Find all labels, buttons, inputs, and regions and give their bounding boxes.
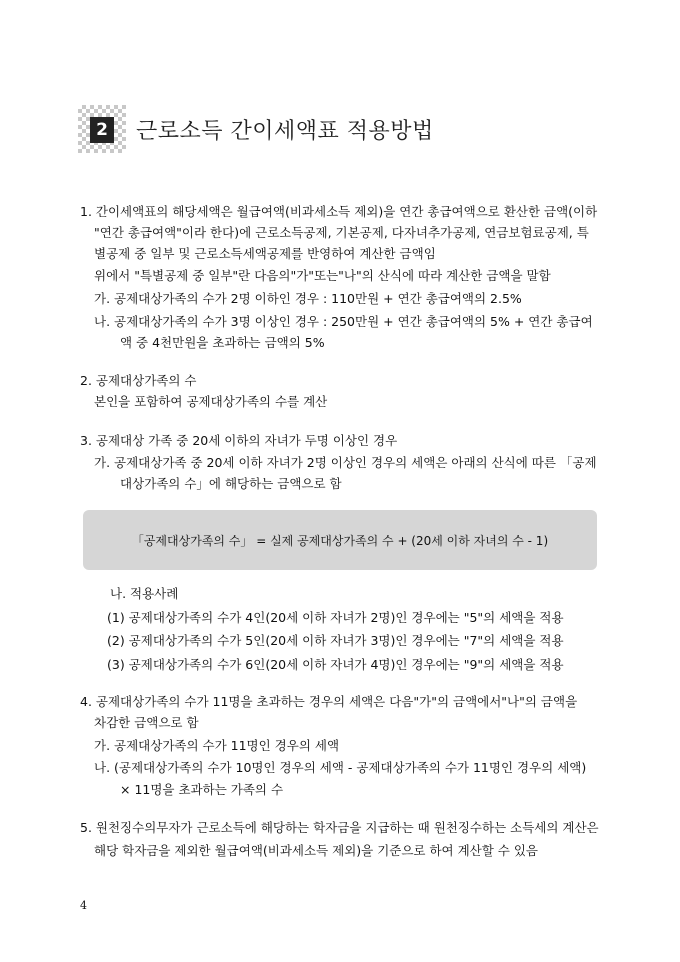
- item3-example-2: (2) 공제대상가족의 수가 5인(20세 이하 자녀가 3명)인 경우에는 "7"의 세액을 적용: [107, 633, 564, 648]
- item3-ga-line2: 대상가족의 수」에 해당하는 금액으로 함: [120, 476, 342, 491]
- item1-na-line2: 액 중 4천만원을 초과하는 금액의 5%: [120, 335, 325, 350]
- item3-example-1: (1) 공제대상가족의 수가 4인(20세 이하 자녀가 2명)인 경우에는 "5"의 세액을 적용: [107, 610, 564, 625]
- item1-line1: 1. 간이세액표의 해당세액은 월급여액(비과세소득 제외)을 연간 총급여액으로 환산한 금액(이하: [80, 204, 598, 219]
- item3-line1: 3. 공제대상 가족 중 20세 이하의 자녀가 두명 이상인 경우: [80, 433, 398, 448]
- section-number-badge: [78, 105, 126, 153]
- item4-ga: 가. 공제대상가족의 수가 11명인 경우의 세액: [94, 738, 340, 753]
- section-heading: [78, 105, 434, 153]
- item4-na-line1: 나. (공제대상가족의 수가 10명인 경우의 세액 - 공제대상가족의 수가 11명인 경우의 세액): [94, 760, 587, 775]
- item3-ga-line1: 가. 공제대상가족 중 20세 이하 자녀가 2명 이상인 경우의 세액은 아래의 산식에 따른 「공제: [94, 455, 597, 470]
- item1-line4: 위에서 "특별공제 중 일부"란 다음의"가"또는"나"의 산식에 따라 계산한 금액을 말함: [94, 268, 551, 283]
- page-number: 4: [80, 899, 87, 912]
- item5-line1: 5. 원천징수의무자가 근로소득에 해당하는 학자금을 지급하는 때 원천징수하는 소득세의 계산은: [80, 820, 599, 835]
- formula-box: [83, 510, 597, 570]
- item4-na-line2: × 11명을 초과하는 가족의 수: [120, 782, 284, 797]
- section-number: 2: [90, 117, 114, 143]
- item1-line2: "연간 총급여액"이라 한다)에 근로소득공제, 기본공제, 다자녀추가공제, 연금보험료공제, 특: [94, 225, 589, 240]
- item1-ga: 가. 공제대상가족의 수가 2명 이하인 경우 : 110만원 + 연간 총급여액의 2.5%: [94, 291, 522, 306]
- item2-line2: 본인을 포함하여 공제대상가족의 수를 계산: [94, 394, 328, 409]
- item2-line1: 2. 공제대상가족의 수: [80, 373, 197, 388]
- formula-text: 「공제대상가족의 수」 = 실제 공제대상가족의 수 + (20세 이하 자녀의 수 - 1): [131, 533, 549, 548]
- item3-example-3: (3) 공제대상가족의 수가 6인(20세 이하 자녀가 4명)인 경우에는 "9"의 세액을 적용: [107, 657, 564, 672]
- item1-na-line1: 나. 공제대상가족의 수가 3명 이상인 경우 : 250만원 + 연간 총급여액의 5% + 연간 총급여: [94, 314, 593, 329]
- item3-na: 나. 적용사례: [110, 586, 179, 601]
- item4-line1: 4. 공제대상가족의 수가 11명을 초과하는 경우의 세액은 다음"가"의 금액에서"나"의 금액을: [80, 694, 578, 709]
- item5-line2: 해당 학자금을 제외한 월급여액(비과세소득 제외)을 기준으로 하여 계산할 수 있음: [94, 843, 538, 858]
- item1-line3: 별공제 중 일부 및 근로소득세액공제를 반영하여 계산한 금액임: [94, 246, 436, 261]
- section-title: 근로소득 간이세액표 적용방법: [136, 118, 434, 144]
- item4-line2: 차감한 금액으로 함: [94, 715, 199, 730]
